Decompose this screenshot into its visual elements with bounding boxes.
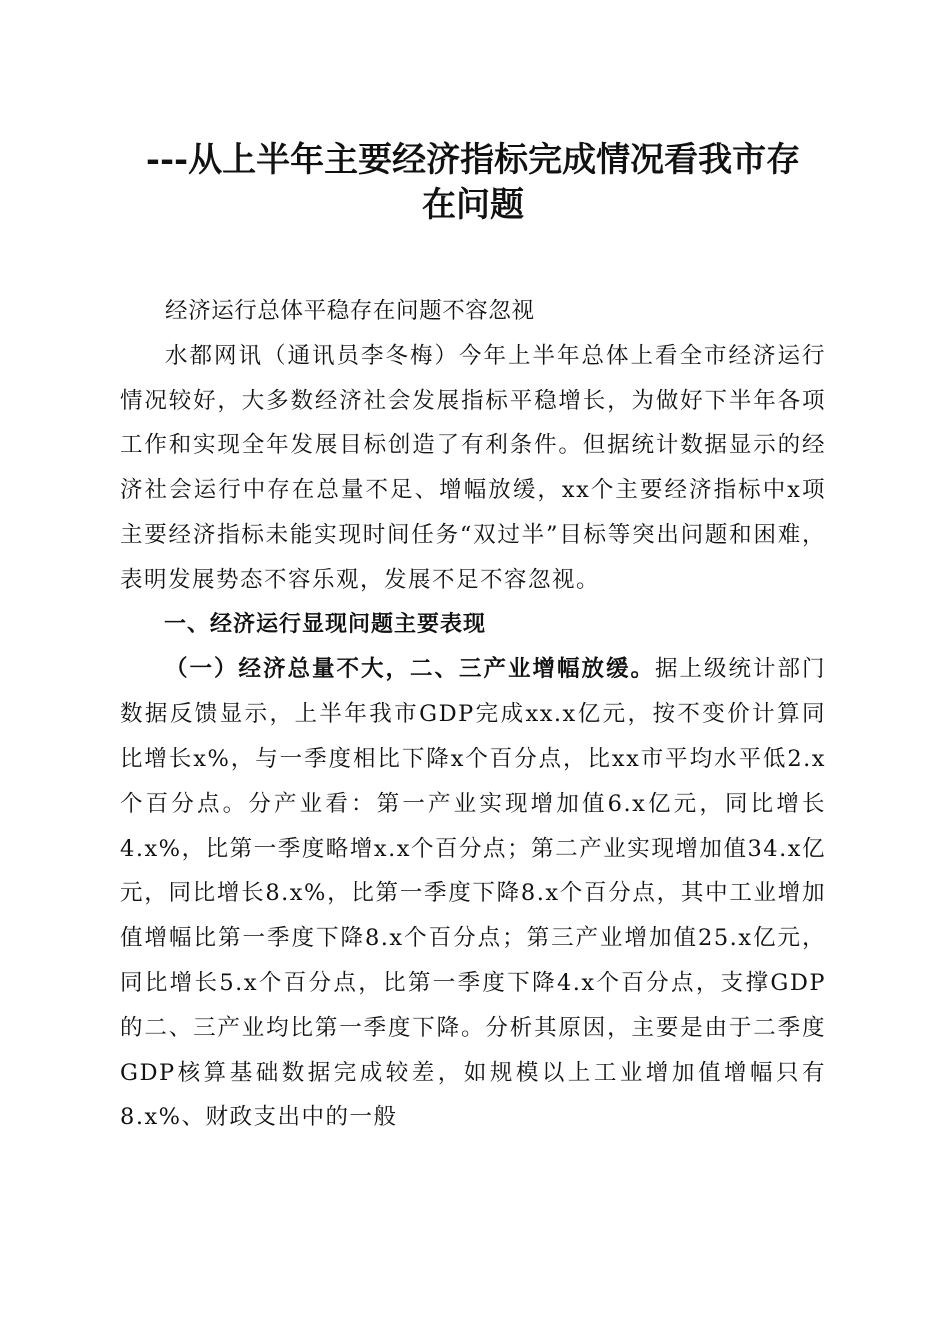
document-page — [120, 138, 826, 1140]
title-line-1: ---从上半年主要经济指标完成情况看我市存 — [145, 140, 801, 180]
paragraph-lead: （一）经济总量不大，二、三产业增幅放缓。 — [165, 656, 655, 683]
paragraph-body: 据上级统计部门数据反馈显示，上半年我市GDP完成xx.x亿元，按不变价计算同比增长x%，与一季度相比下降x个百分点，比xx市平均水平低2.x个百分点。分产业看：第一产业实现增加值6.x亿元，同比增长4.x%，比第一季度略增x.x个百分点；第二产业实现增加值34.x亿元，同比增长8.x%，比第一季度下降8.x个百分点，其中工业增加值增幅比第一季度下降8.x个百分点；第三产业增加值25.x亿元，同比增长5.x个百分点，比第一季度下降4.x个百分点，支撑GDP的二、三产业均比第一季度下降。分析其原因，主要是由于二季度GDP核算基础数据完成较差，如规模以上工业增加值增幅只有8.x%、财政支出中的一般 — [120, 656, 826, 1131]
intro-paragraph: 水都网讯（通讯员李冬梅）今年上半年总体上看全市经济运行情况较好，大多数经济社会发展指标平稳增长，为做好下半年各项工作和实现全年发展目标创造了有利条件。但据统计数据显示的经济社会运行中存在总量不足、增幅放缓，xx个主要经济指标中x项主要经济指标未能实现时间任务“双过半”目标等突出问题和困难，表明发展势态不容乐观，发展不足不容忽视。 — [120, 342, 826, 593]
document-body — [120, 289, 826, 1140]
title-line-2: 在问题 — [422, 185, 524, 225]
document-title — [120, 138, 826, 228]
section-heading: 一、经济运行显现问题主要表现 — [164, 611, 487, 637]
section-paragraph — [120, 647, 826, 1140]
subtitle-paragraph: 经济运行总体平稳存在问题不容忽视 — [165, 298, 535, 324]
